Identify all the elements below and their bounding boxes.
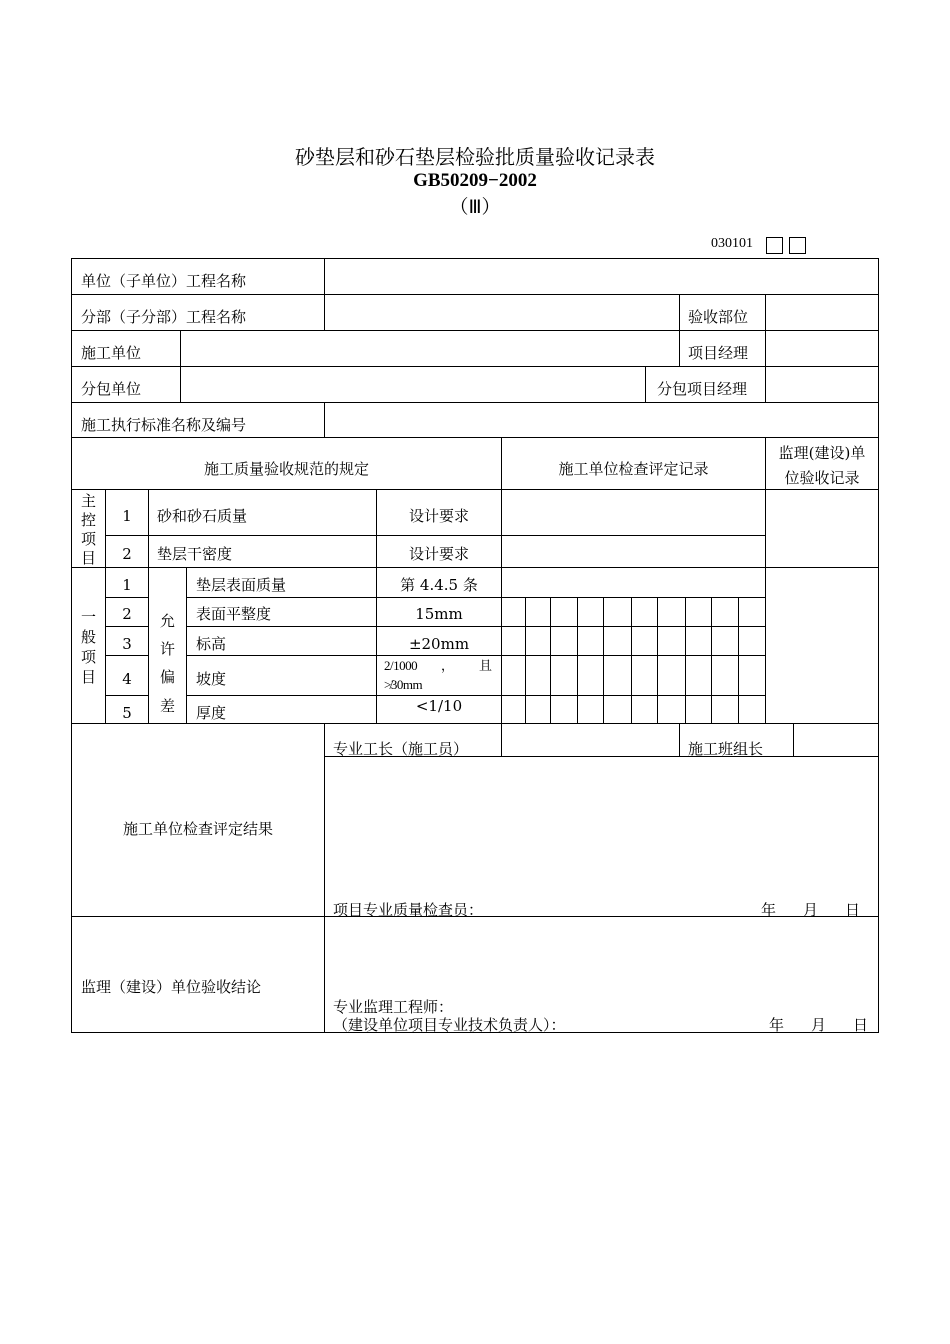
general-row-2-no: 2 <box>122 605 132 623</box>
main-row-2-req: 设计要求 <box>408 545 469 563</box>
quality-inspector-label: 项目专业质量检查员： <box>333 901 484 919</box>
spec-column-header: 施工质量验收规范的规定 <box>203 460 369 478</box>
conclusion-day-label: 日 <box>853 1016 869 1034</box>
subcontract-unit-label: 分包单位 <box>81 380 142 398</box>
general-row-4-item: 坡度 <box>196 670 227 688</box>
unit-project-name-label: 单位（子单位）工程名称 <box>81 272 247 290</box>
project-manager-label: 项目经理 <box>688 344 749 362</box>
supervision-record-header-line1: 监理(建设)单 <box>778 444 866 462</box>
section-number: （Ⅲ） <box>449 196 501 218</box>
tolerance-label-4: 差 <box>159 697 175 715</box>
main-row-1-item: 砂和砂石质量 <box>157 507 248 525</box>
general-row-3-item: 标高 <box>196 635 227 653</box>
result-year-label: 年 <box>761 901 777 919</box>
result-month-label: 月 <box>803 901 819 919</box>
main-items-label-2: 控 <box>80 511 96 529</box>
general-row-4-no: 4 <box>122 670 132 688</box>
sub-project-name-label: 分部（子分部）工程名称 <box>81 308 247 326</box>
conclusion-month-label: 月 <box>811 1016 827 1034</box>
general-items-label-1: 一 <box>80 608 96 626</box>
acceptance-part-field[interactable] <box>767 296 877 329</box>
general-items-label-2: 般 <box>80 628 96 646</box>
general-row-5-req: <1/10 <box>415 697 463 715</box>
general-row-4-req-d: ≯30mm <box>384 677 423 692</box>
tolerance-label-3: 偏 <box>159 668 175 686</box>
foreman-label: 专业工长（施工员） <box>333 740 469 758</box>
project-manager-field[interactable] <box>767 332 877 365</box>
acceptance-part-label: 验收部位 <box>688 308 749 326</box>
general-row-2-req: 15mm <box>415 605 463 623</box>
standard-name-field[interactable] <box>326 404 877 436</box>
tolerance-label-2: 许 <box>159 640 175 658</box>
supervision-conclusion-label: 监理（建设）单位验收结论 <box>81 978 262 996</box>
supervision-record-header-line2: 位验收记录 <box>784 469 860 487</box>
main-row-2-no: 2 <box>122 545 132 563</box>
form-code: 030101 <box>711 236 753 251</box>
foreman-field[interactable] <box>503 725 678 755</box>
construction-unit-field[interactable] <box>182 332 678 365</box>
main-row-1-no: 1 <box>122 507 132 525</box>
main-items-label-4: 目 <box>80 549 96 567</box>
general-row-4-req-c: 且 <box>479 658 492 673</box>
general-row-3-req: ±20mm <box>408 635 470 653</box>
main-items-label-3: 项 <box>80 530 96 548</box>
general-row-4-req-a: 2/1000 <box>384 658 418 673</box>
standard-code: GB50209−2002 <box>413 170 537 191</box>
supervision-conclusion-field[interactable] <box>326 918 877 994</box>
general-row-5-item: 厚度 <box>196 704 227 722</box>
main-items-label-1: 主 <box>80 492 96 510</box>
sub-project-name-field[interactable] <box>326 296 678 329</box>
subcontract-manager-label: 分包项目经理 <box>657 380 748 398</box>
general-items-label-4: 目 <box>80 668 96 686</box>
supervising-engineer-label: 专业监理工程师： <box>333 998 454 1016</box>
general-row-4-req-b: ， <box>441 658 454 673</box>
owner-tech-lead-label: （建设单位项目专业技术负责人）： <box>333 1016 566 1034</box>
main-row-2-item: 垫层干密度 <box>157 545 233 563</box>
conclusion-year-label: 年 <box>769 1016 785 1034</box>
general-row-2-item: 表面平整度 <box>196 605 272 623</box>
construction-result-label: 施工单位检查评定结果 <box>122 820 273 838</box>
general-row-3-no: 3 <box>122 635 132 653</box>
construction-unit-label: 施工单位 <box>81 344 142 362</box>
general-row-1-req: 第 4.4.5 条 <box>400 576 478 594</box>
team-leader-label: 施工班组长 <box>688 740 764 758</box>
unit-project-name-field[interactable] <box>326 260 877 293</box>
subcontract-unit-field[interactable] <box>182 368 644 401</box>
form-title: 砂垫层和砂石垫层检验批质量验收记录表 <box>295 145 655 169</box>
form-code-box-2[interactable] <box>789 237 806 254</box>
general-row-1-item: 垫层表面质量 <box>196 576 287 594</box>
general-row-1-no: 1 <box>122 576 132 594</box>
team-leader-field[interactable] <box>795 725 877 755</box>
construction-result-field[interactable] <box>326 758 877 896</box>
general-row-5-no: 5 <box>122 704 132 722</box>
tolerance-label-1: 允 <box>159 612 175 630</box>
result-day-label: 日 <box>845 901 861 919</box>
subcontract-manager-field[interactable] <box>767 368 877 401</box>
construction-record-column-header: 施工单位检查评定记录 <box>558 460 709 478</box>
form-code-box-1[interactable] <box>766 237 783 254</box>
general-items-label-3: 项 <box>80 648 96 666</box>
standard-name-label: 施工执行标准名称及编号 <box>81 416 247 434</box>
main-row-1-req: 设计要求 <box>408 507 469 525</box>
